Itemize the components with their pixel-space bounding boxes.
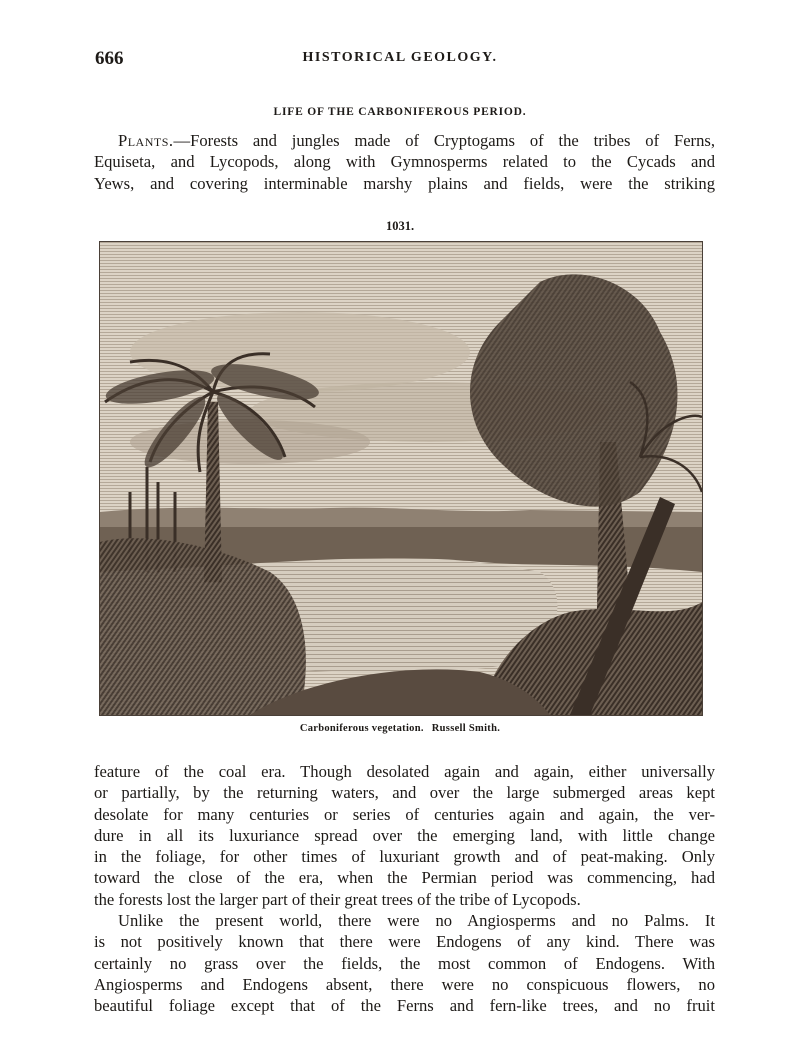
text-line-content: —Forests and jungles made of Cryptogams of the tribes of Ferns,	[173, 131, 715, 150]
text-line: the forests lost the larger part of their great trees of the tribe of Lycopods.	[94, 889, 581, 909]
text-line: desolate for many centuries or series of centuries again and again, the ver-	[94, 804, 715, 824]
text-line: toward the close of the era, when the Permian period was commencing, had	[94, 868, 715, 888]
carboniferous-landscape-illustration	[100, 242, 702, 715]
page-number: 666	[95, 48, 124, 69]
text-line: dure in all its luxuriance spread over the emerging land, with little change	[94, 825, 715, 845]
figure-number: 1031.	[385, 219, 415, 233]
paragraph-bottom	[94, 761, 715, 1017]
caption-credit: Russell Smith.	[431, 723, 501, 734]
text-line: certainly no grass over the fields, the most common of Endogens. With	[94, 953, 715, 973]
text-line	[94, 130, 715, 151]
text-line: Unlike the present world, there were no Angiosperms and no Palms. It	[118, 911, 715, 931]
caption-main: Carboniferous vegetation.	[299, 723, 424, 734]
text-line: Yews, and covering interminable marshy plains and fields, were the striking	[94, 173, 715, 193]
figure-caption	[0, 723, 800, 734]
text-line: Equiseta, and Lycopods, along with Gymnosperms related to the Cycads and	[94, 152, 715, 172]
text-line: Angiosperms and Endogens absent, there were no conspicuous flowers, no	[94, 974, 715, 994]
text-line: is not positively known that there were Endogens of any kind. There was	[94, 932, 715, 952]
paragraph-top	[94, 130, 715, 194]
section-title: LIFE OF THE CARBONIFEROUS PERIOD.	[273, 106, 527, 118]
running-head: HISTORICAL GEOLOGY.	[302, 50, 498, 65]
text-line: beautiful foliage except that of the Ferns and fern-like trees, and no fruit	[94, 996, 715, 1016]
text-line: or partially, by the returning waters, and over the large submerged areas kept	[94, 783, 715, 803]
figure-engraving	[99, 241, 703, 716]
text-line: feature of the coal era. Though desolated again and again, either universally	[94, 762, 715, 781]
text-line: in the foliage, for other times of luxuriant growth and of peat-making. Only	[94, 847, 715, 867]
lead-word: Plants.	[118, 131, 174, 150]
